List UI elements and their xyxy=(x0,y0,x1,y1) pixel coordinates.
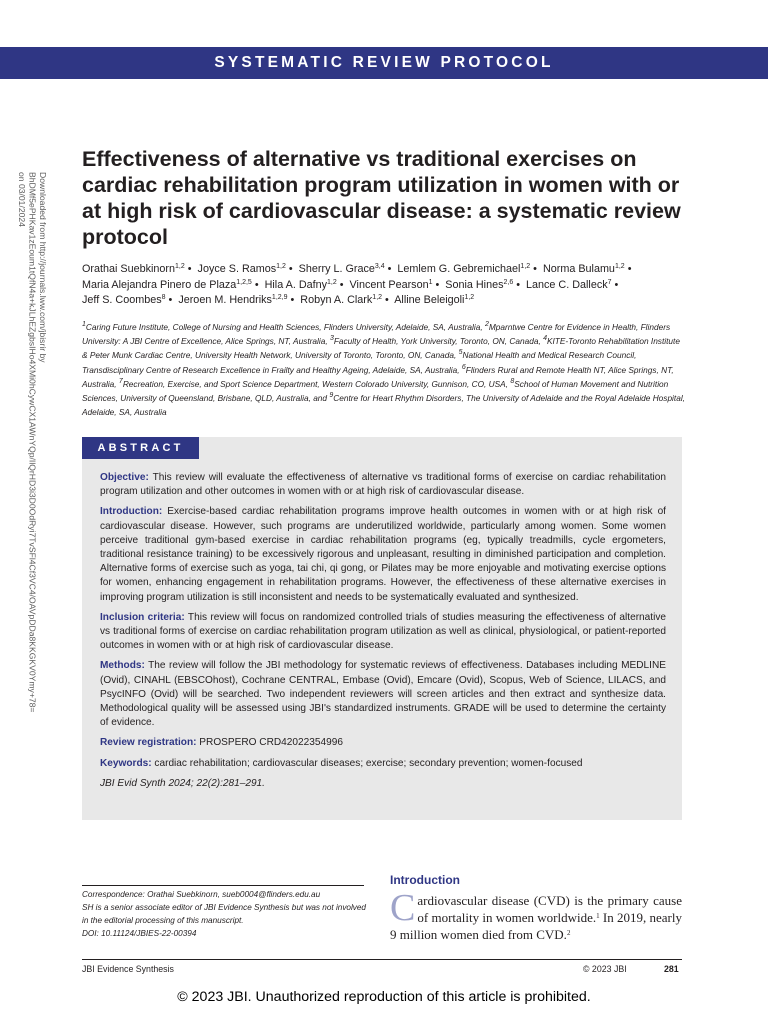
download-note: Downloaded from http://journals.lww.com/jbisrir by BhDMf5ePHKav1zEoum1tQfN4a+kJLhEZgbsIHo4XMi0hCywCX1AWnYQp/IlQrHD3i3D0OdRyi7TvSFl4Cf3VC4/OAVpDDa8KKGKV0Ymy+78= on 03/01/2024 xyxy=(17,172,48,713)
affiliation-marker: 5 xyxy=(458,349,463,357)
author-name: Lance C. Dalleck xyxy=(526,278,608,291)
author-separator: • xyxy=(435,278,440,291)
affiliation-marker: 4 xyxy=(543,335,547,343)
author-separator: • xyxy=(168,294,173,307)
abstract-text: cardiac rehabilitation; cardiovascular diseases; exercise; secondary prevention; women-focused xyxy=(154,757,583,769)
author-separator: • xyxy=(339,278,344,291)
footer-copyright: © 2023 JBI xyxy=(583,964,627,974)
abstract-inclusion-criteria xyxy=(100,611,666,654)
author-name: Sonia Hines xyxy=(445,278,504,291)
author-affiliation-marker: 1,2 xyxy=(372,294,383,302)
author-affiliation-marker: 1,2,5 xyxy=(236,278,252,286)
correspondence-note: Correspondence: Orathai Suebkinorn, sueb0004@flinders.edu.au xyxy=(82,890,321,899)
author-name: Jeff S. Coombes xyxy=(82,294,162,307)
intro-sentence: ardiovascular disease (CVD) is the primary cause of mortality in women worldwide. xyxy=(417,893,682,925)
affiliation-marker: 8 xyxy=(510,377,515,385)
abstract-body xyxy=(100,471,666,797)
author-list xyxy=(82,262,692,309)
doi: DOI: 10.11124/JBIES-22-00394 xyxy=(82,929,197,938)
author-separator: • xyxy=(627,263,632,275)
introduction-text xyxy=(390,887,682,943)
abstract-heading: Objective: xyxy=(100,472,149,483)
author-separator: • xyxy=(290,294,295,307)
affiliation-text: Faculty of Health, York University, Toronto, ON, Canada, xyxy=(333,336,541,347)
affiliation-text: Mparntwe Centre for Evidence in Health, Flinders University: A JBI Centre of Excellence, Alice Springs, NT, Australia, xyxy=(82,322,671,347)
reference-2[interactable]: 2 xyxy=(566,929,571,937)
affiliation-text: Flinders Rural and Remote Health NT, Alice Springs, NT, Australia, xyxy=(82,364,674,389)
affiliations xyxy=(82,320,686,419)
author-name: Sherry L. Grace xyxy=(298,263,375,275)
author-name: Joyce S. Ramos xyxy=(197,263,277,275)
author-affiliation-marker: 1,2 xyxy=(276,263,286,270)
abstract-heading: Keywords: xyxy=(100,757,152,769)
author-affiliation-marker: 8 xyxy=(161,294,166,302)
abstract-registration xyxy=(100,736,666,750)
reference-1[interactable]: 1 xyxy=(596,912,600,920)
copyright-notice: © 2023 JBI. Unauthorized reproduction of this article is prohibited. xyxy=(177,989,591,1005)
abstract-heading: Methods: xyxy=(100,660,145,672)
affiliation-text: Recreation, Exercise, and Sport Science Department, Western Colorado University, Gunnison, CO, USA, xyxy=(122,378,509,389)
affiliation-marker: 6 xyxy=(461,363,466,371)
introduction-heading: Introduction xyxy=(390,873,460,887)
abstract-heading: Inclusion criteria: xyxy=(100,611,185,623)
abstract-text: PROSPERO CRD42022354996 xyxy=(199,737,343,749)
author-name: Orathai Suebkinorn xyxy=(82,263,176,275)
author-separator: • xyxy=(288,263,293,275)
author-name: Maria Alejandra Pinero de Plaza xyxy=(82,278,237,291)
abstract-introduction xyxy=(100,505,666,604)
author-name: Jeroen M. Hendriks xyxy=(178,294,272,307)
author-separator: • xyxy=(385,294,389,307)
abstract-text: The review will follow the JBI methodology for systematic reviews of effectiveness. Databases including MEDLINE (Ovid), CINAHL (EBSCOhost), Cochrane CENTRAL, Embase (Ovid), Emcare (Ovid), Scopus, Web of Science, LILACS, and PsycINFO (Ovid) will be searched. Two independent reviewers will screen articles and then extract and synthesize data. Methodological quality will be assessed using JBI's standardized instruments. GRADE will be used to determine the certainty of evidence. xyxy=(100,660,666,729)
abstract-methods xyxy=(100,659,666,730)
abstract-objective xyxy=(100,471,666,499)
author-name: Robyn A. Clark xyxy=(300,294,373,307)
abstract-text: This review will focus on randomized controlled trials of studies measuring the effectiveness of alternative vs traditional forms of exercise on cardiac rehabilitation program utilization as well as clinical, physiological, or patient-reported outcomes in women with or at high risk of cardiovascular disease. xyxy=(100,611,666,652)
affiliation-text: National Health and Medical Research Council, Transdisciplinary Centre of Research Excellence in Frailty and Healthy Ageing, Adelaide, SA, Australia, xyxy=(82,350,637,375)
author-separator: • xyxy=(187,263,192,275)
abstract-text: This review will evaluate the effectiveness of alternative vs traditional forms of exercise on cardiac rehabilitation program utilization and other outcomes in women with or at high risk of cardiovascular disease. xyxy=(100,472,666,498)
affiliation-text: KITE-Toronto Rehabilitation Institute & Peter Munk Cardiac Centre, University Health Network, University of Toronto, Toronto, ON, Canada, xyxy=(82,336,680,361)
affiliation-text: School of Human Movement and Nutrition Sciences, University of Queensland, Brisbane, QLD, Australia, and xyxy=(82,378,669,404)
abstract-label: ABSTRACT xyxy=(82,437,199,459)
abstract-heading: Introduction: xyxy=(100,506,163,518)
dropcap: C xyxy=(390,887,416,929)
affiliation-marker: 2 xyxy=(484,321,489,328)
author-affiliation-marker: 1,2 xyxy=(614,263,625,270)
author-name: Alline Beleigoli xyxy=(394,294,465,307)
footer-journal: JBI Evidence Synthesis xyxy=(82,964,174,974)
editor-note: SH is a senior associate editor of JBI Evidence Synthesis but was not involved in the editorial processing of this manuscript. xyxy=(82,903,366,925)
affiliation-marker: 1 xyxy=(82,321,86,328)
affiliation-text: Centre for Heart Rhythm Disorders, The University of Adelaide and the Royal Adelaide Hospital, Adelaide, SA, Australia xyxy=(82,393,685,418)
affiliation-marker: 3 xyxy=(329,335,334,343)
author-separator: • xyxy=(254,278,259,291)
abstract-text: Exercise-based cardiac rehabilitation programs improve health outcomes in women with or at high risk of cardiovascular disease. However, such programs are underutilized worldwide, particularly among women. Some women perceive traditional gym-based exercise in cardiac rehabilitation programs (eg, typically treadmills, cycle ergometers, traditional resistance training) to be excessively rigorous and unpleasant, resulting in diminished participation and completion. Alternative forms of exercise such as yoga, tai chi, qi gong, or Pilates may be more enjoyable and motivating exercise options for women, enhancing engagement in rehabilitation programs. However, the effectiveness of these alternative exercises in improving program utilization is still inconsistent and needs to be systematically evaluated and synthesized. xyxy=(100,506,666,603)
section-banner: SYSTEMATIC REVIEW PROTOCOL xyxy=(0,47,768,79)
author-affiliation-marker: 2,6 xyxy=(503,278,514,286)
footer-divider xyxy=(82,959,682,960)
author-affiliation-marker: 1,2,9 xyxy=(271,294,288,302)
abstract-heading: Review registration: xyxy=(100,737,197,749)
author-name: Norma Bulamu xyxy=(542,263,615,275)
affiliation-text: Caring Future Institute, College of Nursing and Health Sciences, Flinders University, Adelaide, SA, Australia, xyxy=(85,322,483,332)
affiliation-marker: 9 xyxy=(329,392,334,400)
author-affiliation-marker: 1 xyxy=(428,278,433,286)
author-separator: • xyxy=(516,278,520,291)
article-title: Effectiveness of alternative vs traditional exercises on cardiac rehabilitation program utilization in women with or at high risk of cardiovascular disease: a systematic review protocol xyxy=(82,147,681,249)
author-affiliation-marker: 1,2 xyxy=(175,263,185,270)
author-affiliation-marker: 1,2 xyxy=(327,278,337,286)
author-separator: • xyxy=(387,263,392,275)
author-affiliation-marker: 3,4 xyxy=(374,263,385,270)
intro-sentence: In 2019, nearly 9 million women died from CVD. xyxy=(390,910,682,942)
author-affiliation-marker: 1,2 xyxy=(520,263,531,270)
footnote-divider xyxy=(82,885,364,886)
author-affiliation-marker: 7 xyxy=(607,278,612,286)
author-separator: • xyxy=(614,278,619,291)
author-separator: • xyxy=(533,263,537,275)
author-name: Vincent Pearson xyxy=(349,278,429,291)
author-name: Lemlem G. Gebremichael xyxy=(397,263,521,275)
author-affiliation-marker: 1,2 xyxy=(464,294,475,302)
affiliation-marker: 7 xyxy=(118,377,123,385)
journal-citation: JBI Evid Synth 2024; 22(2):281–291. xyxy=(100,777,265,789)
abstract-keywords xyxy=(100,757,666,771)
footnotes xyxy=(82,888,372,940)
page-number: 281 xyxy=(664,964,679,974)
author-name: Hila A. Dafny xyxy=(264,278,328,291)
